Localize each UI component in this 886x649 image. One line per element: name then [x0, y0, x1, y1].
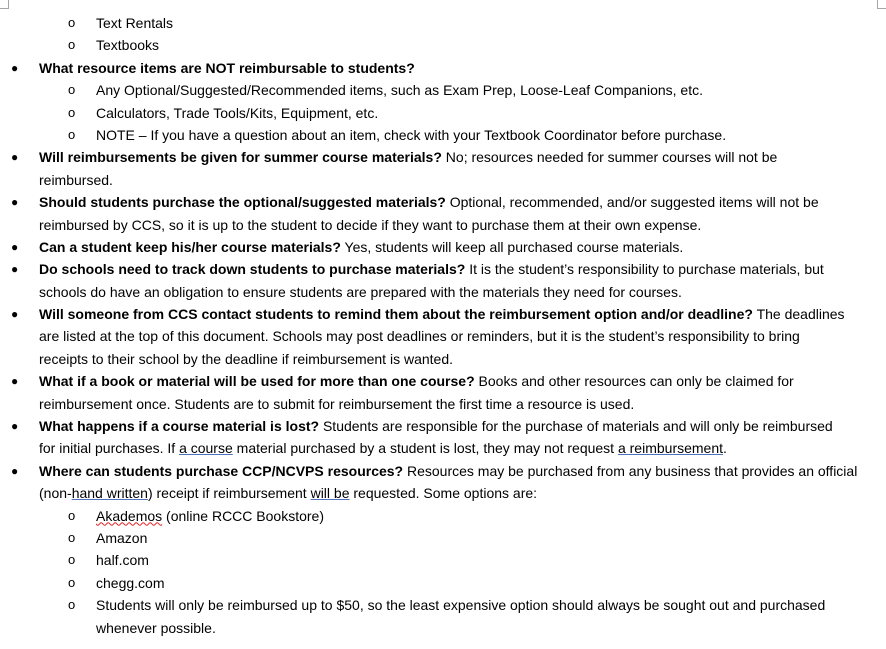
faq-answer: No; resources needed for summer courses will not be [441, 149, 778, 166]
faq-answer: reimbursed by CCS, so it is up to the student to decide if they want to purchase them at their own expense. [39, 216, 702, 233]
list-item-text: Textbooks [96, 37, 160, 54]
grammar-flagged-text[interactable]: hand written [71, 485, 148, 502]
hollow-bullet-icon: o [68, 574, 76, 590]
bullet-icon: ● [11, 463, 19, 478]
hollow-bullet-icon: o [68, 529, 76, 545]
faq-answer: reimbursement once. Students are to submit for reimbursement the first time a resource is used. [39, 395, 635, 412]
hollow-bullet-icon: o [68, 126, 76, 142]
faq-item [0, 146, 880, 168]
bullet-icon: ● [11, 374, 19, 389]
grammar-flagged-text[interactable]: will be [310, 485, 350, 502]
faq-item [0, 460, 880, 482]
list-item [0, 102, 880, 124]
faq-question: Should students purchase the optional/suggested materials? [39, 194, 446, 211]
hollow-bullet-icon: o [68, 37, 76, 53]
list-item-text: Text Rentals [96, 15, 174, 31]
bullet-icon: ● [11, 262, 19, 277]
faq-answer: It is the student’s responsibility to purchase materials, but [465, 261, 824, 278]
list-item [0, 594, 880, 616]
faq-question: What happens if a course material is lost? [39, 418, 320, 435]
faq-item [0, 370, 880, 392]
faq-answer: are listed at the top of this document. Schools may post deadlines or reminders, but it is the student’s responsibility to bring [39, 328, 800, 345]
spelling-flagged-text[interactable]: Akademos [96, 507, 163, 524]
grammar-flagged-text[interactable]: a course [179, 440, 233, 457]
faq-answer: Resources may be purchased from any business that provides an official [403, 462, 858, 479]
faq-item [0, 258, 880, 280]
faq-item [0, 303, 880, 325]
hollow-bullet-icon: o [68, 597, 76, 613]
list-item-text: whenever possible. [96, 619, 216, 636]
faq-question: Will reimbursements be given for summer course materials? [39, 149, 442, 166]
list-item-text: Calculators, Trade Tools/Kits, Equipment, etc. [96, 104, 379, 121]
hollow-bullet-icon: o [68, 507, 76, 523]
bullet-icon: ● [11, 239, 19, 254]
list-item-text: Any Optional/Suggested/Recommended items, such as Exam Prep, Loose-Leaf Companions, etc. [96, 82, 703, 99]
list-item-text: Akademos (online RCCC Bookstore) [96, 507, 324, 524]
faq-item [0, 57, 880, 79]
bullet-icon: ● [11, 419, 19, 434]
faq-answer: Optional, recommended, and/or suggested items will not be [445, 194, 819, 211]
faq-question: Can a student keep his/her course materials? [39, 238, 341, 255]
crop-mark-top-left [0, 0, 9, 9]
list-item [0, 34, 880, 56]
list-item-text: NOTE – If you have a question about an item, check with your Textbook Coordinator before purchase. [96, 126, 727, 143]
faq-answer: reimbursed. [39, 171, 113, 188]
bullet-icon: ● [11, 150, 19, 165]
faq-answer: for initial purchases. If a course material purchased by a student is lost, they may not request a reimbursement. [39, 440, 727, 457]
bullet-icon: ● [11, 195, 19, 210]
bullet-icon: ● [11, 60, 19, 75]
faq-answer: Yes, students will keep all purchased course materials. [340, 238, 684, 255]
list-item-text: half.com [96, 552, 149, 569]
faq-answer: Students are responsible for the purchase of materials and will only be reimbursed [319, 418, 833, 435]
list-item-text: Amazon [96, 529, 148, 546]
list-item [0, 79, 880, 101]
faq-answer: The deadlines [752, 306, 845, 323]
crop-mark-top-right [877, 0, 886, 9]
hollow-bullet-icon: o [68, 82, 76, 98]
faq-item [0, 191, 880, 213]
faq-answer: receipts to their school by the deadline if reimbursement is wanted. [39, 350, 453, 367]
faq-answer: (non-hand written) receipt if reimbursement will be requested. Some options are: [39, 485, 538, 502]
hollow-bullet-icon: o [68, 552, 76, 568]
hollow-bullet-icon: o [68, 15, 76, 30]
faq-question: Do schools need to track down students to purchase materials? [39, 261, 466, 278]
list-item [0, 572, 880, 594]
list-item-text: Students will only be reimbursed up to $50, so the least expensive option should always be sought out and purchased [96, 597, 826, 614]
bullet-icon: ● [11, 307, 19, 322]
faq-question: What if a book or material will be used for more than one course? [39, 373, 475, 390]
list-item-text: chegg.com [96, 574, 165, 591]
faq-item [0, 236, 880, 258]
faq-question: What resource items are NOT reimbursable to students? [39, 59, 415, 76]
list-item [0, 527, 880, 549]
faq-question: Where can students purchase CCP/NCVPS resources? [39, 462, 404, 479]
hollow-bullet-icon: o [68, 104, 76, 120]
faq-question: Will someone from CCS contact students to remind them about the reimbursement option and/or deadline? [39, 306, 753, 323]
list-item [0, 505, 880, 527]
list-item [0, 12, 880, 34]
document-body[interactable] [0, 12, 880, 639]
faq-answer: Books and other resources can only be claimed for [474, 373, 794, 390]
list-item [0, 549, 880, 571]
list-item [0, 124, 880, 146]
faq-item [0, 415, 880, 437]
faq-answer: schools do have an obligation to ensure students are prepared with the materials they need for courses. [39, 283, 682, 300]
grammar-flagged-text[interactable]: a reimbursement [617, 440, 724, 457]
